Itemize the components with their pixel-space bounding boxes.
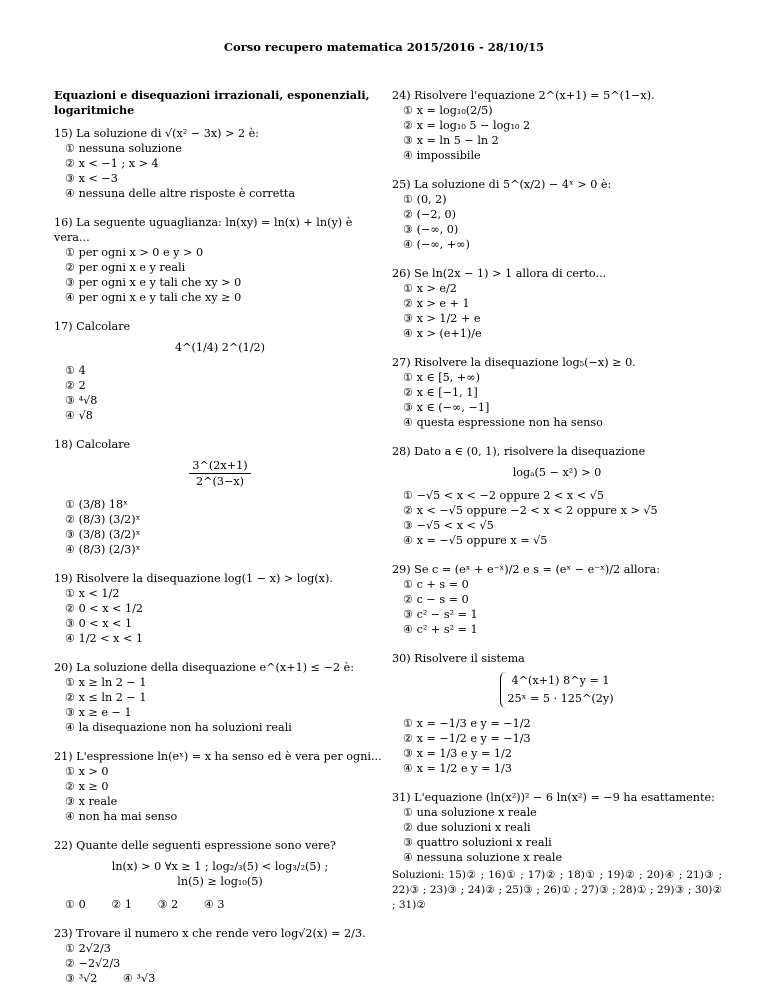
option: ② x ≥ 0 — [65, 780, 109, 793]
left-column — [54, 88, 386, 1000]
fraction — [189, 458, 250, 489]
page-header: Corso recupero matematica 2015/2016 - 28/10/15 — [223, 40, 545, 54]
option: ④ nessuna delle altre risposte è corretta — [65, 187, 296, 200]
option: ③ x = ln 5 − ln 2 — [403, 134, 499, 147]
option: ② (8/3) (3/2)ˣ — [65, 513, 141, 526]
option: ③ −√5 < x < √5 — [403, 519, 494, 532]
problem-26 — [392, 266, 722, 341]
options-row — [54, 971, 386, 986]
option: ④ x > (e+1)/e — [403, 327, 482, 340]
option: ③ x reale — [65, 795, 118, 808]
option: ② x < −√5 oppure −2 < x < 2 oppure x > √5 — [403, 504, 658, 517]
question: 17) Calcolare — [54, 320, 131, 333]
option: ② x = log₁₀ 5 − log₁₀ 2 — [403, 119, 531, 132]
system-equation: 4^(x+1) 8^y = 1 — [511, 674, 610, 687]
option: ④ 1/2 < x < 1 — [65, 632, 143, 645]
option: ④ per ogni x e y tali che xy ≥ 0 — [65, 291, 242, 304]
option: ④ 3 — [203, 898, 225, 911]
question: 21) L'espressione ln(eˣ) = x ha senso ed è vera per ogni... — [54, 750, 382, 763]
problem-25 — [392, 177, 722, 252]
option: ① 0 — [65, 898, 86, 911]
problem-19 — [54, 571, 386, 646]
option: ④ nessuna soluzione x reale — [403, 851, 563, 864]
option: ① una soluzione x reale — [403, 806, 537, 819]
expression: 4^(1/4) 2^(1/2) — [174, 341, 265, 354]
question: 26) Se ln(2x − 1) > 1 allora di certo... — [392, 267, 607, 280]
option: ② 1 — [111, 898, 132, 911]
option: ① per ogni x > 0 e y > 0 — [65, 246, 204, 259]
option: ④ x = 1/2 e y = 1/3 — [403, 762, 512, 775]
problem-18 — [54, 437, 386, 557]
option: ③ x = 1/3 e y = 1/2 — [403, 747, 512, 760]
right-column — [392, 88, 722, 879]
question: 24) Risolvere l'equazione 2^(x+1) = 5^(1−x). — [392, 89, 655, 102]
option: ① x < 1/2 — [65, 587, 120, 600]
question: 28) Dato a ∈ (0, 1), risolvere la disequazione — [392, 445, 646, 458]
option: ② c − s = 0 — [403, 593, 469, 606]
option: ④ √8 — [65, 409, 93, 422]
question: 23) Trovare il numero x che rende vero log√2(x) = 2/3. — [54, 927, 366, 940]
question: 30) Risolvere il sistema — [392, 652, 525, 665]
option: ③ x > 1/2 + e — [403, 312, 481, 325]
option: ③ x < −3 — [65, 172, 118, 185]
problem-29 — [392, 562, 722, 637]
question: 22) Quante delle seguenti espressione sono vere? — [54, 839, 336, 852]
option: ② x = −1/2 e y = −1/3 — [403, 732, 531, 745]
question: 27) Risolvere la disequazione log₅(−x) ≥ 0. — [392, 356, 636, 369]
option: ① x = log₁₀(2/5) — [403, 104, 493, 117]
option: ① −√5 < x < −2 oppure 2 < x < √5 — [403, 489, 604, 502]
question: 20) La soluzione della disequazione e^(x+1) ≤ −2 è: — [54, 661, 355, 674]
option: ① (0, 2) — [403, 193, 447, 206]
question: 25) La soluzione di 5^(x/2) − 4ˣ > 0 è: — [392, 178, 612, 191]
option: ③ x ∈ (−∞, −1] — [403, 401, 490, 414]
option: ③ quattro soluzioni x reali — [403, 836, 552, 849]
option: ④ questa espressione non ha senso — [403, 416, 603, 429]
option: ③ ⁴√8 — [65, 394, 98, 407]
option: ① nessuna soluzione — [65, 142, 182, 155]
question: 31) L'equazione (ln(x²))² − 6 ln(x²) = −9 ha esattamente: — [392, 791, 715, 804]
option: ② x ≤ ln 2 − 1 — [65, 691, 147, 704]
option: ③ per ogni x e y tali che xy > 0 — [65, 276, 242, 289]
section-title: Equazioni e disequazioni irrazionali, esponenziali, logaritmiche — [54, 88, 370, 117]
option: ③ 2 — [157, 898, 179, 911]
option: ③ (3/8) (3/2)ˣ — [65, 528, 141, 541]
numerator: 3^(2x+1) — [189, 458, 250, 474]
question: 16) La seguente uguaglianza: ln(xy) = ln(x) + ln(y) è vera... — [54, 216, 353, 244]
problem-21 — [54, 749, 386, 824]
expression-line: ln(5) ≥ log₁₀(5) — [177, 875, 263, 888]
equation-system — [500, 672, 613, 708]
option: ① 4 — [65, 364, 86, 377]
problem-16 — [54, 215, 386, 305]
problem-28 — [392, 444, 722, 548]
problem-30 — [392, 651, 722, 776]
problem-20 — [54, 660, 386, 735]
denominator: 2^(3−x) — [195, 475, 244, 488]
option: ③ ³√2 — [65, 972, 98, 985]
option: ④ impossibile — [403, 149, 481, 162]
option: ② 0 < x < 1/2 — [65, 602, 143, 615]
option: ④ ³√3 — [122, 972, 156, 985]
option: ③ c² − s² = 1 — [403, 608, 478, 621]
options-row — [54, 897, 386, 912]
option: ① c + s = 0 — [403, 578, 469, 591]
option: ② x < −1 ; x > 4 — [65, 157, 159, 170]
question: 29) Se c = (eˣ + e⁻ˣ)/2 e s = (eˣ − e⁻ˣ)/2 allora: — [392, 563, 661, 576]
option: ① x > e/2 — [403, 282, 457, 295]
option: ① x = −1/3 e y = −1/2 — [403, 717, 531, 730]
option: ① x ∈ [5, +∞) — [403, 371, 480, 384]
option: ④ x = −√5 oppure x = √5 — [403, 534, 548, 547]
option: ④ (8/3) (2/3)ˣ — [65, 543, 141, 556]
option: ② due soluzioni x reali — [403, 821, 531, 834]
solutions-block: Soluzioni: 15)② ; 16)① ; 17)② ; 18)① ; 19)② ; 20)④ ; 21)③ ; 22)③ ; 23)③ ; 24)② ; 25)③ ; 26)① ; 27)③ ; 28)① ; 29)③ ; 30)② ; 31)② — [392, 869, 722, 911]
option: ① x ≥ ln 2 − 1 — [65, 676, 147, 689]
option: ④ c² + s² = 1 — [403, 623, 478, 636]
option: ② 2 — [65, 379, 86, 392]
option: ④ non ha mai senso — [65, 810, 178, 823]
problem-27 — [392, 355, 722, 430]
option: ② x ∈ [−1, 1] — [403, 386, 478, 399]
option: ④ (−∞, +∞) — [403, 238, 470, 251]
problem-31 — [392, 790, 722, 865]
system-equation: 25ˣ = 5 · 125^(2y) — [507, 692, 614, 705]
expression — [392, 672, 722, 708]
problem-24 — [392, 88, 722, 163]
problem-15 — [54, 126, 386, 201]
option: ④ la disequazione non ha soluzioni reali — [65, 721, 292, 734]
question: 15) La soluzione di √(x² − 3x) > 2 è: — [54, 127, 260, 140]
option: ② per ogni x e y reali — [65, 261, 186, 274]
expression — [54, 458, 386, 489]
expression-line: ln(x) > 0 ∀x ≥ 1 ; log₂/₃(5) < log₃/₂(5) ; — [111, 860, 329, 873]
problem-17 — [54, 319, 386, 423]
problem-23 — [54, 926, 386, 986]
option: ③ (−∞, 0) — [403, 223, 459, 236]
option: ③ 0 < x < 1 — [65, 617, 133, 630]
option: ① x > 0 — [65, 765, 109, 778]
option: ② (−2, 0) — [403, 208, 457, 221]
option: ① (3/8) 18ˣ — [65, 498, 128, 511]
option: ② x > e + 1 — [403, 297, 470, 310]
option: ① 2√2/3 — [65, 942, 111, 955]
expression — [54, 859, 386, 889]
question: 18) Calcolare — [54, 438, 131, 451]
option: ③ x ≥ e − 1 — [65, 706, 132, 719]
expression: logₐ(5 − x²) > 0 — [512, 466, 602, 479]
option: ② −2√2/3 — [65, 957, 121, 970]
question: 19) Risolvere la disequazione log(1 − x) > log(x). — [54, 572, 333, 585]
problem-22 — [54, 838, 386, 912]
